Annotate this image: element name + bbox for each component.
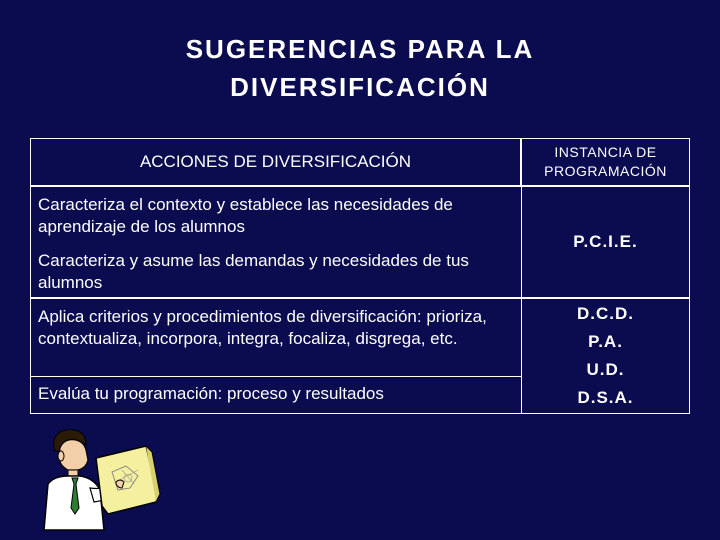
instance-cell-1 xyxy=(521,186,690,298)
slide-title xyxy=(0,30,720,106)
title-line-2: DIVERSIFICACIÓN xyxy=(230,72,490,102)
action-row-4: Evalúa tu programación: proceso y resultados xyxy=(38,384,384,403)
header-actions-label: ACCIONES DE DIVERSIFICACIÓN xyxy=(139,152,412,171)
action-row-3: Aplica criterios y procedimientos de diversificación: prioriza, contextualiza, incorpora, integra, focaliza, disgrega, etc. xyxy=(38,307,487,348)
action-row-1: Caracteriza el contexto y establece las necesidades de aprendizaje de los alumnos xyxy=(38,195,453,236)
man-reading-plan-icon xyxy=(34,426,164,534)
title-line-1: SUGERENCIAS PARA LA xyxy=(185,34,535,64)
instance-label: D.S.A. xyxy=(577,388,634,407)
header-instance-label: INSTANCIA DE PROGRAMACIÓN xyxy=(544,144,667,179)
instance-label: P.C.I.E. xyxy=(573,232,638,251)
header-actions-cell xyxy=(30,138,521,186)
instance-label: D.C.D. xyxy=(577,304,634,323)
instance-cell-2 xyxy=(521,298,690,414)
action-row-2: Caracteriza y asume las demandas y necesidades de tus alumnos xyxy=(38,251,469,292)
instance-label: U.D. xyxy=(586,360,625,379)
instance-label: P.A. xyxy=(588,332,623,351)
header-instance-cell xyxy=(521,138,690,186)
row-divider xyxy=(30,376,521,377)
